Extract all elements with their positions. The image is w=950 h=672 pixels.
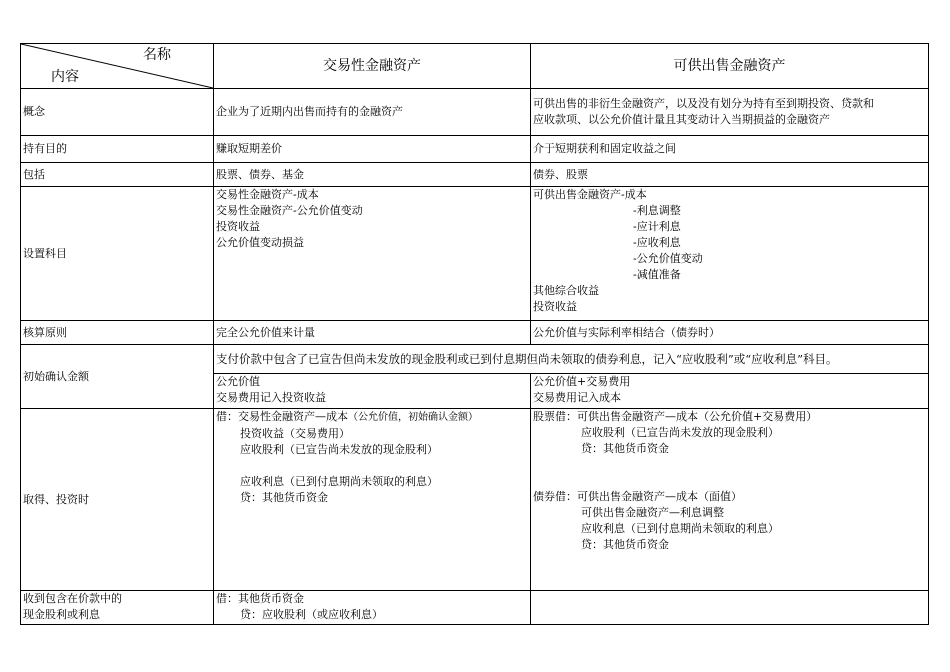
- row-initial: [21, 345, 929, 374]
- acquire-col2-stock-line: 应收股利（已宣告尚未发放的现金股利）: [581, 426, 779, 439]
- row-label-receive: [21, 591, 214, 625]
- row-purpose: [21, 136, 929, 163]
- principle-col2: 公允价值与实际利率相结合（债券时）: [531, 321, 929, 345]
- row-label-initial: 初始确认金额: [21, 345, 214, 409]
- receive-col1-line: 贷：应收股利（或应收利息）: [240, 608, 383, 621]
- acquire-col1-line: 贷：其他货币资金: [240, 491, 328, 504]
- acquire-col2-bond-line: 可供出售金融资产—利息调整: [581, 506, 724, 519]
- acquire-col1-line: 投资收益（交易费用）: [240, 427, 350, 440]
- initial-note: 支付价款中包含了已宣告但尚未发放的现金股利或已到付息期但尚未领取的债券利息，记入“应收股利”或“应收利息”科目。: [214, 345, 929, 374]
- accounts-col1-line: 投资收益: [216, 220, 260, 233]
- receive-col1: [214, 591, 531, 625]
- acquire-col1-line: 应收利息（已到付息期尚未领取的利息）: [240, 475, 438, 488]
- acquire-col2-bond-line: 应收利息（已到付息期尚未领取的利息）: [581, 522, 779, 535]
- accounts-col1: [214, 187, 531, 321]
- concept-col2-line: 应收款项、以公允价值计量且其变动计入当期损益的金融资产: [533, 113, 830, 126]
- row-label-concept: 概念: [21, 89, 214, 136]
- accounts-col1-line: 公允价值变动损益: [216, 236, 304, 249]
- acquire-col1-entry: [216, 409, 528, 426]
- diag-bottom-label: 内容: [51, 69, 79, 85]
- row-acquire: [21, 409, 929, 591]
- accounts-col2-line: 投资收益: [533, 300, 577, 313]
- acquire-col2-spacer: [533, 457, 926, 473]
- accounts-col2-sub: -公允价值变动: [633, 252, 703, 265]
- initial-col2: [531, 374, 929, 409]
- row-accounts: [21, 187, 929, 321]
- accounts-col2-sub: -应计利息: [633, 220, 681, 233]
- accounts-col2-line: 其他综合收益: [533, 284, 599, 297]
- acquire-col2-bond-line: 贷：其他货币资金: [581, 538, 669, 551]
- row-label-includes: 包括: [21, 163, 214, 187]
- comparison-sheet: [20, 43, 928, 625]
- initial-col2-line: 公允价值+交易费用: [533, 375, 631, 388]
- purpose-col2: 介于短期获利和固定收益之间: [531, 136, 929, 163]
- acquire-col1: [214, 409, 531, 591]
- acquire-col1-prefix: 借：交易性金融资产—成本: [216, 410, 348, 423]
- diagonal-line: [21, 44, 213, 88]
- includes-col1: 股票、债券、基金: [214, 163, 531, 187]
- receive-col2: [531, 591, 929, 625]
- receive-col1-line: 借：其他货币资金: [216, 592, 304, 605]
- row-concept: [21, 89, 929, 136]
- receive-label-line: 收到包含在价款中的: [23, 592, 122, 605]
- diagonal-header-cell: [21, 44, 214, 89]
- accounts-col1-line: 交易性金融资产-成本: [216, 188, 319, 201]
- accounts-col2-sub: -减值准备: [633, 268, 681, 281]
- initial-col1-line: 公允价值: [216, 375, 260, 388]
- col2-header: 可供出售金融资产: [531, 44, 929, 89]
- initial-col2-line: 交易费用记入成本: [533, 391, 621, 404]
- acquire-col2-bond-first: 债券借：可供出售金融资产—成本（面值）: [533, 490, 742, 503]
- row-label-principle: 核算原则: [21, 321, 214, 345]
- row-label-purpose: 持有目的: [21, 136, 214, 163]
- acquire-col1-spacer: [216, 458, 528, 474]
- acquire-col2-spacer: [533, 473, 926, 489]
- receive-label-line: 现金股利或利息: [23, 608, 100, 621]
- concept-col1: 企业为了近期内出售而持有的金融资产: [214, 89, 531, 136]
- accounts-col2-line: 可供出售金融资产-成本: [533, 188, 647, 201]
- acquire-col2-stock-line: 贷：其他货币资金: [581, 442, 669, 455]
- comparison-table: [20, 43, 929, 625]
- row-label-accounts: 设置科目: [21, 187, 214, 321]
- purpose-col1: 赚取短期差价: [214, 136, 531, 163]
- header-row: [21, 44, 929, 89]
- concept-col2: [531, 89, 929, 136]
- principle-col1: 完全公允价值来计量: [214, 321, 531, 345]
- diag-top-label: 名称: [143, 47, 171, 63]
- col1-header: 交易性金融资产: [214, 44, 531, 89]
- acquire-col1-suffix: （公允价值，初始确认金额）: [348, 412, 478, 423]
- initial-col1-line: 交易费用记入投资收益: [216, 391, 326, 404]
- accounts-col1-line: 交易性金融资产-公允价值变动: [216, 204, 363, 217]
- acquire-col2-stock-first: 股票借：可供出售金融资产—成本（公允价值+交易费用）: [533, 410, 818, 423]
- row-label-acquire: 取得、投资时: [21, 409, 214, 591]
- acquire-col2: [531, 409, 929, 591]
- accounts-col2: [531, 187, 929, 321]
- row-receive: [21, 591, 929, 625]
- accounts-col2-sub: -应收利息: [633, 236, 681, 249]
- initial-col1: [214, 374, 531, 409]
- row-principle: [21, 321, 929, 345]
- accounts-col2-sub: -利息调整: [633, 204, 681, 217]
- acquire-col1-line: 应收股利（已宣告尚未发放的现金股利）: [240, 443, 438, 456]
- includes-col2: 债券、股票: [531, 163, 929, 187]
- concept-col2-line: 可供出售的非衍生金融资产，以及没有划分为持有至到期投资、贷款和: [533, 97, 874, 110]
- row-includes: [21, 163, 929, 187]
